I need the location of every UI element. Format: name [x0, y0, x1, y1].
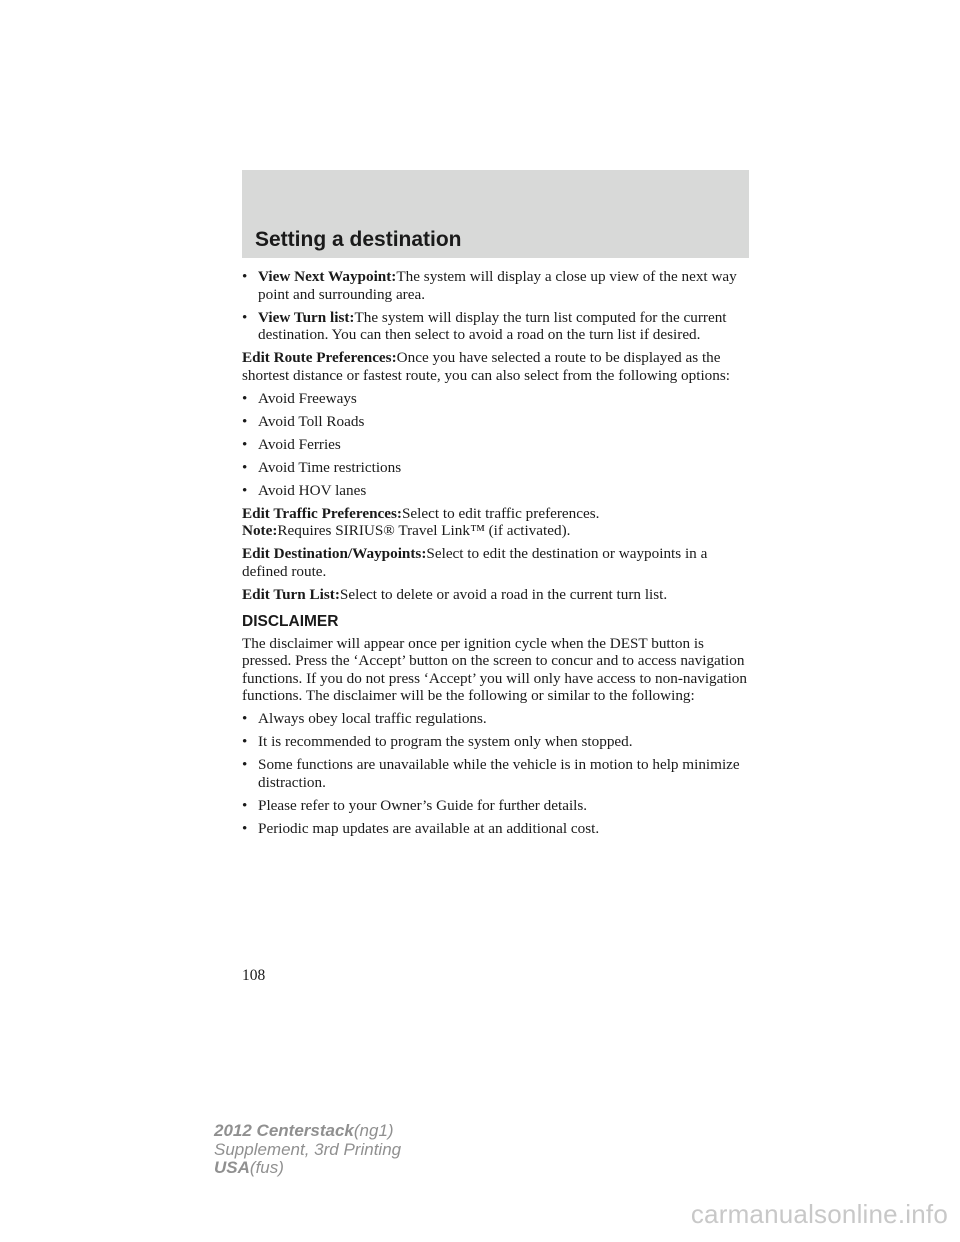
footer-title: 2012 Centerstack	[214, 1121, 354, 1140]
section-title: Setting a destination	[255, 228, 462, 251]
list-item-text	[258, 459, 752, 477]
bullet-dot: •	[242, 796, 248, 814]
item-text: The system will display a close up view of the next way point and surrounding area.	[258, 268, 737, 303]
list-item	[242, 756, 752, 791]
item-text: Please refer to your Owner’s Guide for further details.	[258, 796, 588, 814]
list-item-text	[258, 733, 752, 751]
paragraph-label: Edit Route Preferences:	[242, 349, 397, 366]
item-label: View Next Waypoint:	[258, 268, 397, 285]
paragraph	[242, 349, 752, 384]
list-item	[242, 268, 752, 303]
footer-region: USA	[214, 1158, 250, 1177]
paragraph-line	[242, 505, 752, 523]
paragraph	[242, 505, 752, 540]
list-item-text	[258, 413, 752, 431]
item-text: Periodic map updates are available at an additional cost.	[258, 819, 600, 837]
list-item	[242, 482, 752, 500]
paragraph	[242, 635, 752, 705]
paragraph-label: Edit Destination/Waypoints:	[242, 545, 427, 562]
paragraph-label: Edit Turn List:	[242, 585, 340, 603]
list-item-text	[258, 268, 752, 303]
footer-region-code: (fus)	[249, 1158, 284, 1177]
list-item-text	[258, 482, 752, 500]
page-content	[242, 268, 752, 843]
bullet-dot: •	[242, 412, 248, 430]
note-line	[242, 522, 752, 540]
item-text: The system will display the turn list computed for the current destination. You can then select to avoid a road on the turn list if desired.	[258, 308, 727, 343]
bullet-dot: •	[242, 458, 248, 476]
bullet-dot: •	[242, 710, 248, 727]
list-item-text	[258, 390, 752, 408]
section-heading: DISCLAIMER	[242, 613, 339, 630]
list-item	[242, 436, 752, 454]
list-item	[242, 797, 752, 815]
bullet-dot: •	[242, 435, 248, 453]
bullet-dot: •	[242, 389, 248, 407]
note-text: Requires SIRIUS® Travel Link™ (if activated).	[277, 522, 571, 539]
paragraph-text: Select to delete or avoid a road in the current turn list.	[339, 585, 668, 603]
paragraph	[242, 586, 752, 604]
paragraph-text: The disclaimer will appear once per ignition cycle when the DEST button is pressed. Press the ‘Accept’ button on the screen to concur and to access navigation functions. If you do not press ‘Accept’ you will only have access to non-navigation functions. The disclaimer will be the following or similar to the following:	[242, 634, 747, 704]
list-item	[242, 710, 752, 728]
bullet-dot: •	[242, 308, 248, 326]
list-item	[242, 390, 752, 408]
item-text: Avoid Toll Roads	[258, 412, 365, 430]
bullet-dot: •	[242, 819, 248, 837]
list-item-text	[258, 820, 752, 838]
bullet-dot: •	[242, 756, 248, 773]
bullet-dot: •	[242, 268, 248, 285]
item-text: Always obey local traffic regulations.	[258, 710, 487, 727]
bullet-dot: •	[242, 733, 248, 750]
paragraph-text: Select to edit the destination or waypoints in a defined route.	[242, 545, 708, 580]
page-number: 108	[242, 967, 266, 984]
note-label: Note:	[242, 522, 278, 539]
footer-code: (ng1)	[353, 1121, 394, 1140]
print-footer	[214, 1122, 401, 1178]
item-text: Avoid HOV lanes	[258, 481, 367, 499]
item-text: It is recommended to program the system only when stopped.	[258, 733, 633, 750]
list-item-text	[258, 309, 752, 344]
list-item	[242, 413, 752, 431]
paragraph-text: Select to edit traffic preferences.	[401, 504, 600, 522]
item-text: Some functions are unavailable while the vehicle is in motion to help minimize distraction.	[258, 756, 740, 791]
item-text: Avoid Ferries	[258, 435, 341, 453]
paragraph	[242, 545, 752, 580]
paragraph-label: Edit Traffic Preferences:	[242, 504, 402, 522]
item-label: View Turn list:	[258, 308, 355, 326]
item-text: Avoid Time restrictions	[258, 458, 402, 476]
watermark-link[interactable]: carmanualsonline.info	[690, 1199, 948, 1229]
list-item-text	[258, 797, 752, 815]
list-item	[242, 820, 752, 838]
item-text: Avoid Freeways	[258, 389, 357, 407]
list-item	[242, 733, 752, 751]
paragraph-text: Once you have selected a route to be displayed as the shortest distance or fastest route, you can also select from the following options:	[242, 349, 730, 384]
list-item	[242, 309, 752, 344]
list-item-text	[258, 436, 752, 454]
list-item-text	[258, 756, 752, 791]
list-item	[242, 459, 752, 477]
footer-printing: Supplement, 3rd Printing	[214, 1139, 402, 1159]
bullet-dot: •	[242, 481, 248, 499]
list-item-text	[258, 710, 752, 728]
